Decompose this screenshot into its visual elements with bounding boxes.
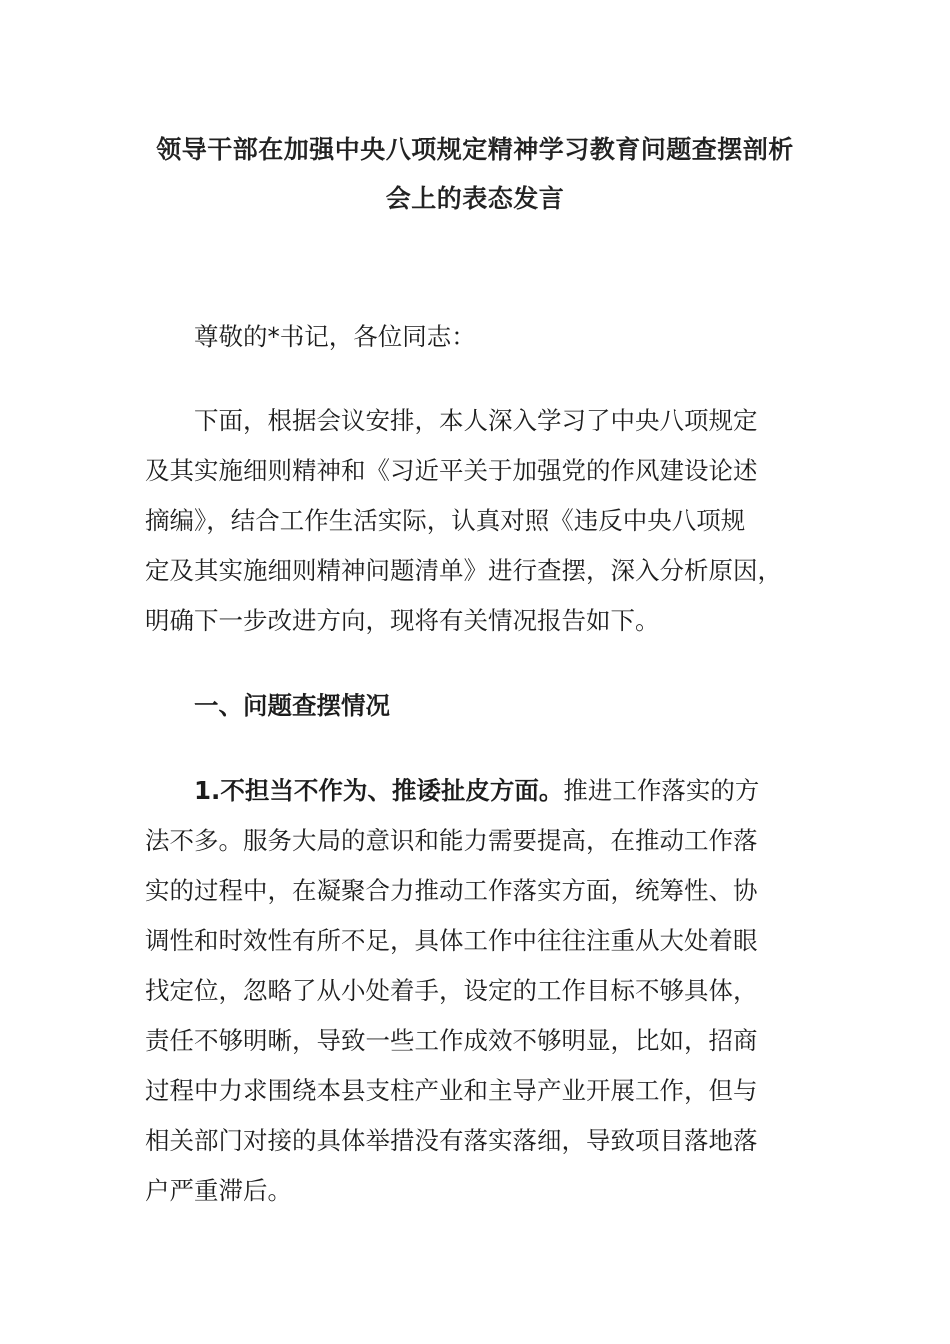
- intro-line: 及其实施细则精神和《习近平关于加强党的作风建设论述: [145, 456, 758, 485]
- item-1-line: 过程中力求围绕本县支柱产业和主导产业开展工作，但与: [145, 1076, 758, 1105]
- item-1-line: 找定位，忽略了从小处着手，设定的工作目标不够具体，: [145, 976, 758, 1005]
- item-1-line: 责任不够明晰，导致一些工作成效不够明显，比如，招商: [145, 1026, 758, 1055]
- item-1-line: 户严重滞后。: [145, 1176, 292, 1205]
- intro-line: 定及其实施细则精神问题清单》进行查摆，深入分析原因，: [145, 556, 782, 585]
- salutation: 尊敬的*书记，各位同志：: [194, 322, 476, 351]
- item-1-lead-rest: 推进工作落实的方: [563, 776, 760, 805]
- item-1-lead: 1.不担当不作为、推诿扯皮方面。: [194, 776, 564, 805]
- title-line-2: 会上的表态发言: [385, 184, 565, 213]
- intro-line: 明确下一步改进方向，现将有关情况报告如下。: [145, 606, 660, 635]
- title-line-1: 领导干部在加强中央八项规定精神学习教育问题查摆剖析: [156, 135, 794, 164]
- item-1-line: 法不多。服务大局的意识和能力需要提高，在推动工作落: [145, 826, 758, 855]
- section-heading: 一、问题查摆情况: [194, 691, 390, 720]
- item-1-line: 相关部门对接的具体举措没有落实落细，导致项目落地落: [145, 1126, 758, 1155]
- item-1-first-line: [194, 774, 759, 808]
- item-1-line: 实的过程中，在凝聚合力推动工作落实方面，统筹性、协: [145, 876, 758, 905]
- intro-line: 下面，根据会议安排，本人深入学习了中央八项规定: [194, 406, 758, 435]
- intro-line: 摘编》，结合工作生活实际，认真对照《违反中央八项规: [145, 506, 746, 535]
- item-1-line: 调性和时效性有所不足，具体工作中往往注重从大处着眼: [145, 926, 758, 955]
